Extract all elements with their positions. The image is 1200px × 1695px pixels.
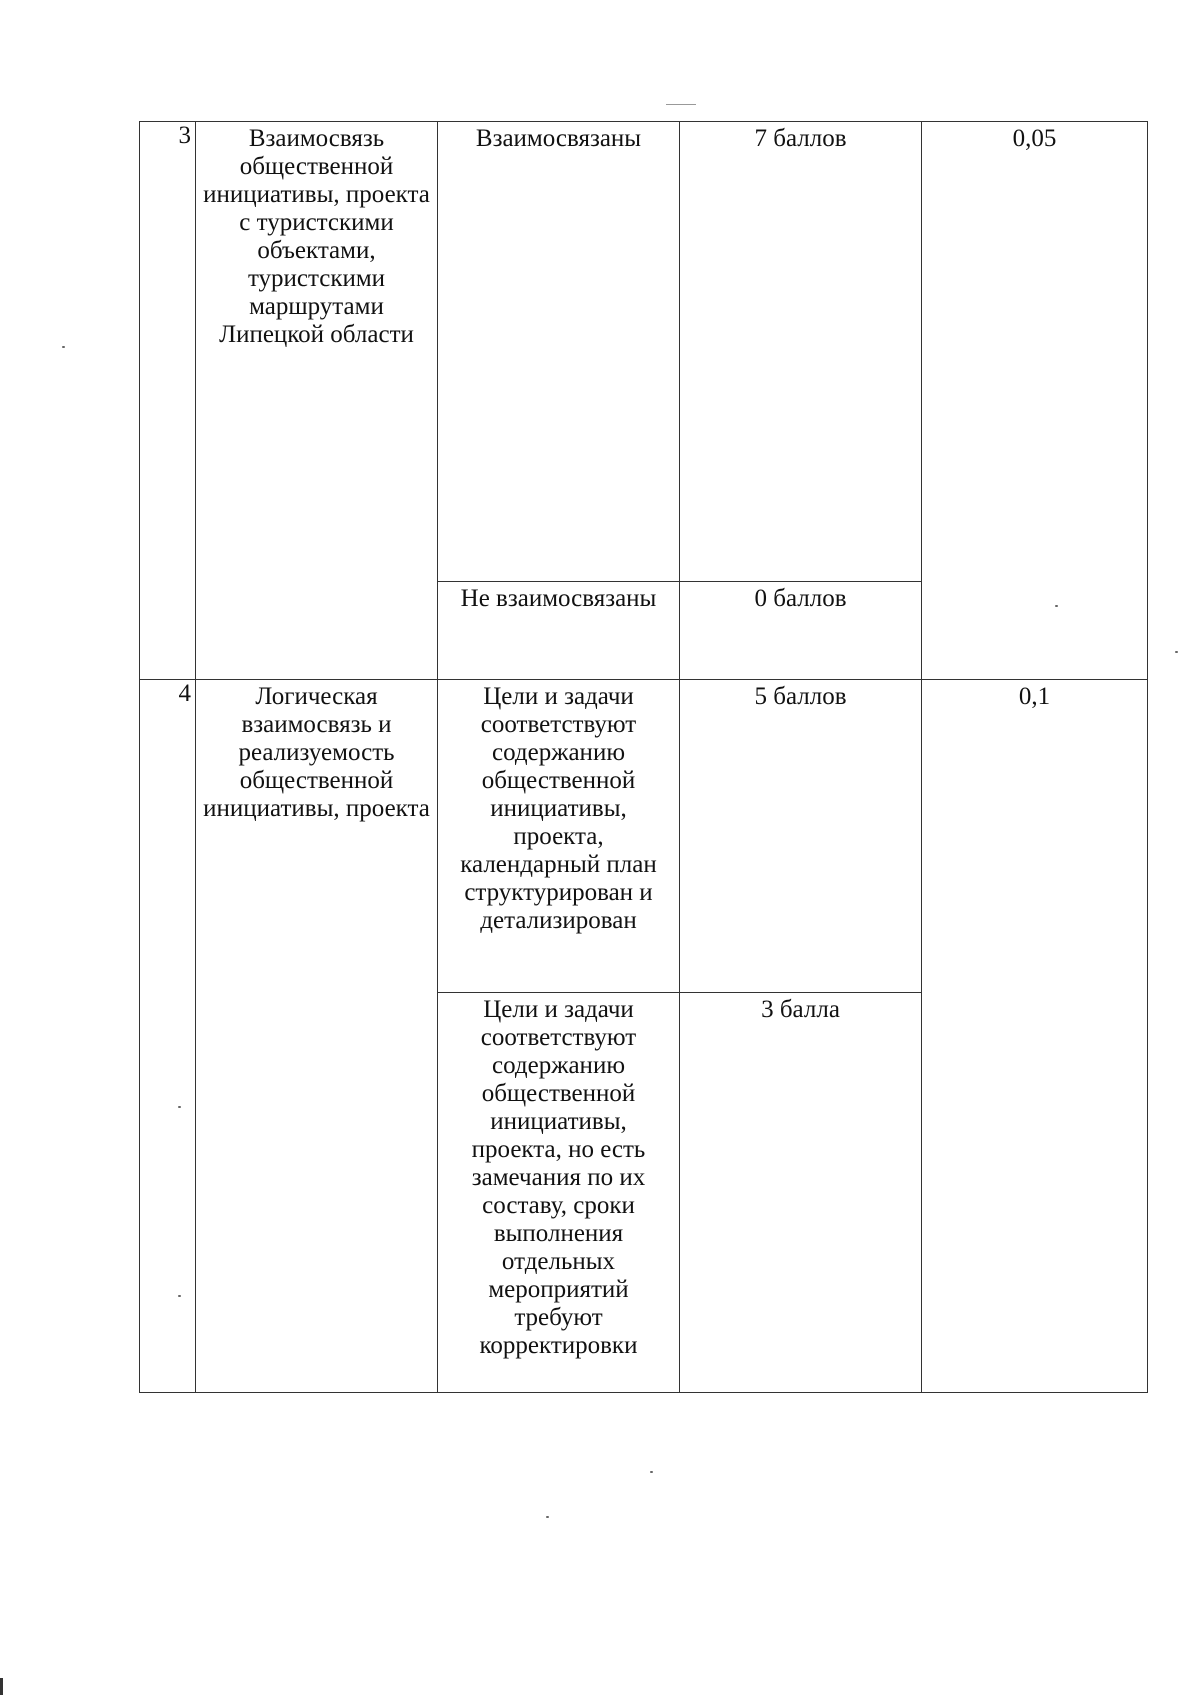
points-cell: 7 баллов xyxy=(680,122,922,582)
row-number: 4 xyxy=(140,680,196,1393)
scan-speck xyxy=(62,346,65,348)
points-cell: 3 балла xyxy=(680,993,922,1393)
points-cell: 5 баллов xyxy=(680,680,922,993)
points-cell: 0 баллов xyxy=(680,582,922,680)
condition-cell: Взаимосвязаны xyxy=(438,122,680,582)
criterion-cell: Логическая взаимосвязь и реализуемость общественной инициативы, проекта xyxy=(196,680,438,1393)
weight-cell: 0,1 xyxy=(922,680,1148,1393)
condition-cell: Цели и задачи соответствуют содержанию общественной инициативы, проекта, календарный план структурирован и детализирован xyxy=(438,680,680,993)
table-row xyxy=(140,122,1148,582)
weight-cell: 0,05 xyxy=(922,122,1148,680)
scan-edge xyxy=(0,1678,3,1695)
condition-cell: Не взаимосвязаны xyxy=(438,582,680,680)
scan-speck xyxy=(650,1471,653,1473)
row-number: 3 xyxy=(140,122,196,680)
condition-cell: Цели и задачи соответствуют содержанию общественной инициативы, проекта, но есть замечания по их составу, сроки выполнения отдельных мероприятий требуют корректировки xyxy=(438,993,680,1393)
scan-artifact xyxy=(666,104,696,108)
table-row xyxy=(140,680,1148,993)
criterion-cell: Взаимосвязь общественной инициативы, проекта с туристскими объектами, туристскими маршрутами Липецкой области xyxy=(196,122,438,680)
scan-speck xyxy=(546,1516,549,1518)
criteria-table xyxy=(139,121,1148,1393)
scan-speck xyxy=(1175,651,1178,653)
